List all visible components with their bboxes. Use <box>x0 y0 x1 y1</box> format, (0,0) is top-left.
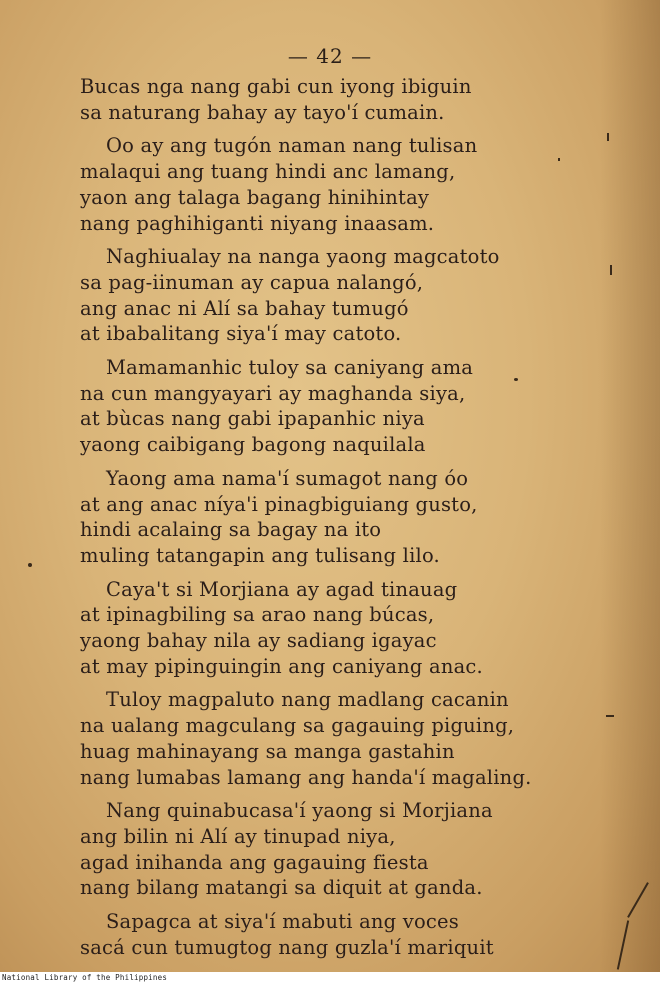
verse-line: ang bilin ni Alí ay tinupad niya, <box>80 824 396 848</box>
ink-speck <box>558 158 560 161</box>
stanza <box>80 577 550 680</box>
verse-line: nang paghihiganti niyang inaasam. <box>80 211 435 235</box>
verse-line: Mamamanhic tuloy sa caniyang ama <box>106 356 474 380</box>
verse-line: sacá cun tumugtog nang guzla'í mariquit <box>80 935 494 959</box>
stanza <box>80 798 550 901</box>
verse-line: na ualang magculang sa gagauing piguing, <box>80 714 515 738</box>
verse-line: Oo ay ang tugón naman nang tulisan <box>106 134 478 158</box>
verse-line: nang lumabas lamang ang handa'í magaling. <box>80 765 532 789</box>
stanza <box>80 909 550 960</box>
stanza <box>80 355 550 458</box>
verse-line: ang anac ni Alí sa bahay tumugó <box>80 296 409 320</box>
verse-line: hindi acalaing sa bagay na ito <box>80 518 382 542</box>
verse-line: at may pipinguingin ang caniyang anac. <box>80 654 483 678</box>
verse-line: at ipinagbiling sa arao nang búcas, <box>80 603 435 627</box>
poem-body <box>80 74 550 969</box>
verse-line: Tuloy magpaluto nang madlang cacanin <box>106 688 509 712</box>
verse-line: malaqui ang tuang hindi anc lamang, <box>80 160 456 184</box>
verse-line: yaong caibigang bagong naquilala <box>80 433 426 457</box>
verse-line: Naghiualay na nanga yaong magcatoto <box>106 245 500 269</box>
verse-line: Sapagca at siya'í mabuti ang voces <box>106 910 459 934</box>
verse-line: nang bilang matangi sa diquit at ganda. <box>80 876 483 900</box>
stanza <box>80 687 550 790</box>
stanza <box>80 133 550 236</box>
verse-line: Caya't si Morjiana ay agad tinauag <box>106 577 458 601</box>
ink-speck <box>606 715 614 717</box>
library-watermark: National Library of the Philippines <box>2 973 168 982</box>
verse-line: sa naturang bahay ay tayo'í cumain. <box>80 100 445 124</box>
verse-line: muling tatangapin ang tulisang lilo. <box>80 543 440 567</box>
verse-line: yaong bahay nila ay sadiang igayac <box>80 629 437 653</box>
ink-speck <box>28 563 32 567</box>
page-edge-shadow <box>600 0 660 972</box>
stanza <box>80 74 550 125</box>
ink-speck <box>607 133 609 141</box>
verse-line: na cun mangyayari ay maghanda siya, <box>80 381 466 405</box>
page-number: — 42 — <box>287 44 373 68</box>
verse-line: at bùcas nang gabi ipapanhic niya <box>80 407 425 431</box>
verse-line: at ang anac níya'i pinagbiguiang gusto, <box>80 492 478 516</box>
verse-line: Yaong ama nama'í sumagot nang óo <box>106 466 469 490</box>
verse-line: at ibabalitang siya'í may catoto. <box>80 322 402 346</box>
stanza <box>80 466 550 569</box>
ink-speck <box>610 265 612 275</box>
verse-line: sa pag-iinuman ay capua nalangó, <box>80 270 424 294</box>
ink-speck <box>514 378 518 381</box>
verse-line: Nang quinabucasa'í yaong si Morjiana <box>106 799 493 823</box>
verse-line: Bucas nga nang gabi cun iyong ibiguin <box>80 75 472 98</box>
stanza <box>80 244 550 347</box>
verse-line: huag mahinayang sa manga gastahin <box>80 739 455 763</box>
verse-line: agad inihanda ang gagauing fiesta <box>80 850 429 874</box>
verse-line: yaon ang talaga bagang hinihintay <box>80 185 430 209</box>
